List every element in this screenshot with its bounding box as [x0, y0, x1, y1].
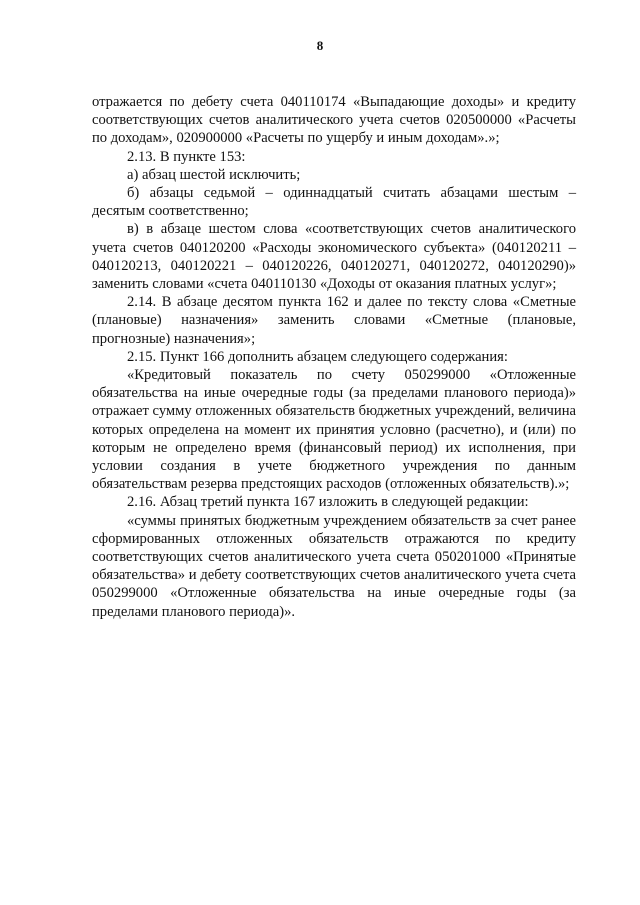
paragraph-subitem-a: а) абзац шестой исключить; [127, 166, 301, 183]
paragraph-continuation: отражается по дебету счета 040110174 «Выпадающие доходы» и кредиту соответствующих счетов аналитического учета счетов 020500000 «Расчеты по доходам», 020900000 «Расчеты по ущербу и иным доходам».»; [92, 94, 576, 147]
paragraph-item-2-15: 2.15. Пункт 166 дополнить абзацем следующего содержания: [127, 348, 508, 365]
paragraph-item-2-14: 2.14. В абзаце десятом пункта 162 и далее по тексту слова «Сметные (плановые) назначения» заменить словами «Сметные (плановые, прогнозные) назначения»; [92, 294, 576, 347]
page-number: 8 [316, 38, 324, 53]
paragraph-quote-167: «суммы принятых бюджетным учреждением обязательств за счет ранее сформированных отложенных обязательств отражаются по кредиту соответствующих счетов аналитического учета счета 050201000 «Принятые обязательства» и дебету соответствующих счетов аналитического учета счета 050299000 «Отложенные обязательства на иные очередные годы (за пределами планового периода)». [92, 512, 576, 620]
paragraph-item-2-13: 2.13. В пункте 153: [127, 148, 246, 165]
paragraph-item-2-16: 2.16. Абзац третий пункта 167 изложить в следующей редакции: [127, 494, 529, 511]
document-body [92, 93, 576, 621]
paragraph-quote-166: «Кредитовый показатель по счету 050299000 «Отложенные обязательства на иные очередные годы (за пределами планового периода)» отражает сумму отложенных обязательств бюджетных учреждений, величина которых определена на момент их принятия условно (расчетно), и (или) по которым не определено время (финансовый период) их исполнения, при условии создания в учете бюджетного учреждения по данным обязательствам резерва предстоящих расходов (отложенных обязательств).»; [92, 367, 576, 493]
paragraph-subitem-b: б) абзацы седьмой – одиннадцатый считать абзацами шестым – десятым соответственно; [92, 185, 576, 220]
paragraph-subitem-v: в) в абзаце шестом слова «соответствующих счетов аналитического учета счетов 040120200 «Расходы экономического субъекта» (040120211 – 040120213, 040120221 – 040120226, 040120271, 040120272, 040120290)» заменить словами «счета 040110130 «Доходы от оказания платных услуг»; [92, 221, 576, 293]
